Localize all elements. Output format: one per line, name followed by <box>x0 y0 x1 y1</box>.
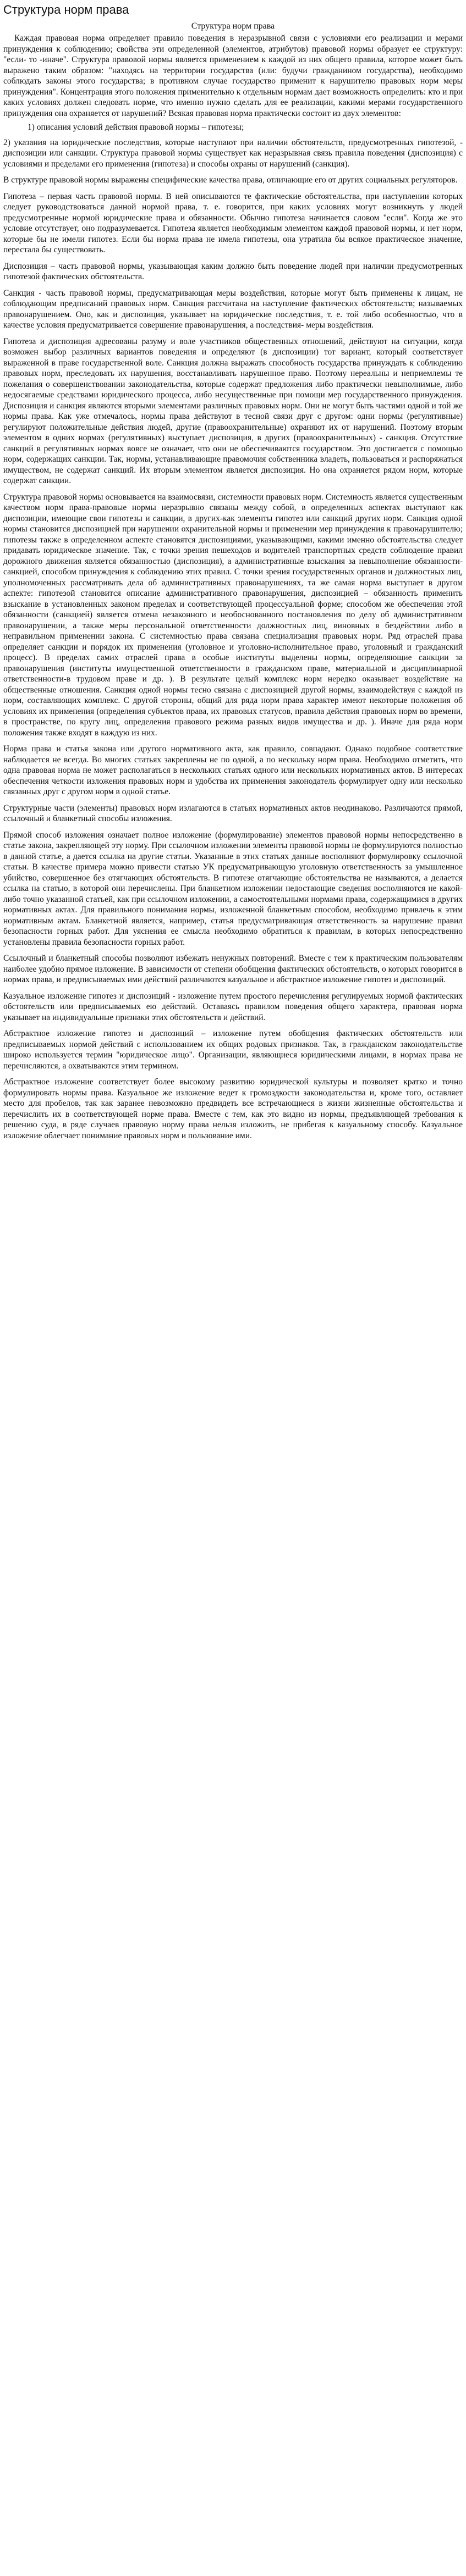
intro-paragraph: Каждая правовая норма определяет правило поведения в неразрывной связи с условиями его реализации и мерами принуждения к соблюдению; свойства эти определенной (элементов, атрибутов) правовой нормы образует ее структуру: "если- то -иначе". Структура правовой нормы является применением к каждой из них общего правила, которое может быть выражено таким образом: "находясь на территории государства (или: будучи гражданином государства), необходимо соблюдать законы этого государства; в противном случае государство применит к нарушителю правовых норм меры принуждения". Концентрация этого положения применительно к отдельным нормам дает возможность определить: кто и при каких условиях должен следовать норме, что именно нужно сделать для ее реализации, какими мерами государственного принуждения она охраняется от нарушений? Всякая правовая норма практически состоит из двух элементов: <box>3 34 463 118</box>
paragraph: Абстрактное изложение гипотез и диспозиций – изложение путем обобщения фактических обстоятельств или предписываемых нормой действий с использованием их общих родовых признаков. Так, в гражданском законодательстве широко используется термин "юридическое лицо". Организации, являющиеся юридическими лицами, в нормах права не перечисляются, а охватываются этим термином. <box>3 1029 463 1071</box>
paragraph: Гипотеза и диспозиция адресованы разуму и воле участников общественных отношений, действуют на ситуации, когда возможен выбор различных вариантов поведения и определяют (в диспозиции) тот вариант, который соответствует выраженной в праве государственной воле. Санкция должна выражать способность государства принуждать к соблюдению правовых норм, преследовать их нарушения, восстанавливать нарушенное право. Поэтому нереальны и неприемлемы те пожелания о совершенствовании законодательства, которые содержат предложения либо практически невыполнимые, либо недосягаемые средствами юридического процесса, либо несущественные при помощи мер государственного принуждения. Диспозиция и санкция являются вторыми элементами различных правовых норм. Они не могут быть частями одной и той же нормы права. Как уже отмечалось, нормы права действуют в тесной связи друг с другом: одни нормы (регулятивные) регулируют положительные действия людей, другие (правоохранительные) охраняют их от нарушений. Поэтому вторым элементом в одних нормах (регулятивных) выступает диспозиция, в других (правоохранительных) - санкция. Отсутствие санкций в регулятивных нормах вовсе не означает, что они не обеспечиваются государством. Это достигается с помощью норм, содержащих санкции. Так, нормы, устанавливающие правомочия собственника владеть, пользоваться и распоряжаться имуществом, не содержат санкций. Их вторым элементом является диспозиция. Но она охраняется рядом норм, которые содержат санкции. <box>3 336 463 485</box>
paragraph: Санкция - часть правовой нормы, предусматривающая меры воздействия, которые могут быть применены к лицам, не соблюдающим предписаний правовых норм. Санкция рассчитана на наступление фактических обстоятельств; называемых правонарушением. Оно, как и диспозиция, указывает на юридические последствия, т. е. той либо особенностью, что в качестве условия предусматривается совершение правонарушения, а последствия- меры воздействия. <box>3 288 463 330</box>
paragraph: Абстрактное изложение соответствует более высокому развитию юридической культуры и позволяет кратко и точно формулировать нормы права. Казуальное же изложение ведет к громоздкости законодательства и, кроме того, оставляет место для пробелов, так как заранее невозможно предвидеть все встречающиеся в жизни жизненные обстоятельства и перечислить их в соответствующей норме права. Вместе с тем, как это видно из нормы, предъявляющей требования к решению суда, в ряде случаев правовую норму права нельзя изложить, не прибегая к казуальному способу. Казуальное изложение облегчает понимание правовых норм и пользование ими. <box>3 1077 463 1140</box>
paragraph: Гипотеза – первая часть правовой нормы. В ней описываются те фактические обстоятельства, при наступлении которых следует руководствоваться данной нормой права, т. е. говорится, при каких условиях могут возникнуть у людей предусмотренные нормой юридические права и обязанности. Обычно гипотеза начинается словом "если". Когда же это условие отсутствует, оно подразумевается. Гипотеза является необходимым элементом каждой правовой нормы, и нет норм, которые бы не имели гипотез. Если бы норма права не имела гипотезы, она утратила бы всякое практическое значение, перестала бы существовать. <box>3 191 463 254</box>
document-title: Структура норм права <box>191 21 275 31</box>
paragraph: Диспозиция – часть правовой нормы, указывающая каким должно быть поведение людей при наличии предусмотренных гипотезой фактических обстоятельств. <box>3 261 463 281</box>
paragraph: В структуре правовой нормы выражены специфические качества права, отличающие его от других социальных регуляторов. <box>3 175 458 185</box>
paragraph: Норма права и статья закона или другого нормативного акта, как правило, совпадают. Однако подобное соответствие наблюдается не всегда. Во многих статьях закреплены не по одной, а по нескольку норм права. Необходимо отметить, что одна правовая норма не может располагаться в нескольких статьях одного или нескольких нормативных актов. В интересах обеспечения четкости изложения правовых норм и удобства их применения законодатель формулирует одну или несколько связанных друг с другом норм в одной статье. <box>3 744 463 796</box>
page <box>0 0 466 1157</box>
paragraph: Прямой способ изложения означает полное изложение (формулирование) элементов правовой нормы непосредственно в статье закона, закрепляющей эту норму. При ссылочном изложении элементы правовой нормы не формулируются полностью в данной статье, а дается ссылка на другие статьи. Указанные в этих статьях данные восполняют формулировку ссылочной статьи. В качестве примера можно привести статью УК предусматривающую уголовную ответственность за умышленное убийство, совершенное без отягчающих обстоятельств. В гипотезе отягчающие обстоятельства не называются, а делается ссылка на статью, в которой они перечислены. При бланкетном изложении недостающие сведения восполняются не какой-либо точно указанной статьей, как при ссылочном изложении, а самостоятельными нормами права, содержащимися в других нормативных актах. Для правильного понимания нормы, изложенной бланкетным способом, необходимо привлечь к этим нормативным актам. Бланкетной является, например, статья предусматривающая ответственность за нарушение правил безопасности горных работ. Для уяснения ее смысла необходимо обратиться к правилам, в которых непосредственно установлены правила безопасности горных работ. <box>3 830 463 947</box>
paragraph: Структура правовой нормы основывается на взаимосвязи, системности правовых норм. Системность является существенным качеством норм права-правовые нормы неразрывно связаны между собой, в определенных аспектах выступают как диспозиции, имеющие свои гипотезы и санкции, в других-как элементы гипотез или санкций других норм. Санкция одной нормы становится диспозицией при нарушении охранительной нормы и применении мер принуждения к правонарушителю; гипотезы также в определенном аспекте становятся диспозициями, указывающими, какими именно обстоятельства следует придавать юридическое значение. Так, с точки зрения пешеходов и водителей транспортных средств соблюдение правил дорожного движения является обязанностью (диспозиция), а административные взыскания за невыполнение обязанности-санкцией, способом принуждения к соблюдению этих правил. С точки зрения государственных органов и должностных лиц, уполномоченных рассматривать дела об административных правонарушениях, та же самая норма выступает в другом аспекте: гипотезой становится описание административного правонарушения, диспозицией – обязанность применить взыскание в установленных законом пределах и соответствующей процессуальной форме; способом же обеспечения этой обязанности (санкцией) является отмена незаконного и необоснованного постановления по делу об административном правонарушении, а также меры персональной ответственности должностных лиц, виновных в бездействии либо в неправильном применении закона. С системностью права связана специализация правовых норм. Ряд отраслей права определяет санкции и порядок их применения (уголовное и уголовно-исполнительное право, уголовный и гражданский процесс). В пределах самих отраслей права в особые институты выделены нормы, определяющие санкции за правонарушения (институты имущественной ответственности в гражданском праве, материальной и дисциплинарной ответственности-в трудовом праве и др. ). В результате целый комплекс норм нередко оказывает воздействие на общественные отношения. Санкция одной нормы тесно связана с диспозицией другой нормы, взаимодействуя с каждой из норм, составляющих комплекс. С другой стороны, общий для ряда норм права характер имеют некоторые положения об условиях их применения (определения субъектов права, их правовых статусов, правила действия правовых норм во времени, в пространстве, по кругу лиц, определения правового режима разных видов имущества и др. ). Иначе для ряда норм положения также входят в каждую из них. <box>3 492 463 738</box>
list-item: 1) описания условий действия правовой нормы – гипотезы; <box>28 123 244 132</box>
paragraph: Структурные части (элементы) правовых норм излагаются в статьях нормативных актов неодинаково. Различаются прямой, ссылочный и бланкетный способы изложения. <box>3 803 463 823</box>
paragraph: 2) указания на юридические последствия, которые наступают при наличии обстоятельств, предусмотренных гипотезой, - диспозиции или санкции. Структура правовой нормы существует как неразрывная связь правила поведения (диспозиция) с условиями и пределами его применения (гипотеза) и способы охраны от нарушений (санкция). <box>3 137 463 169</box>
page-title: Структура норм права <box>3 3 129 16</box>
paragraph: Казуальное изложение гипотез и диспозиций - изложение путем простого перечисления регулируемых нормой фактических обстоятельств или предписываемых ею действий. Оставаясь правилом поведения общего характера, правовая норма указывает на индивидуальные признаки этих обстоятельств и действий. <box>3 991 463 1022</box>
paragraph: Ссылочный и бланкетный способы позволяют избежать ненужных повторений. Вместе с тем к практическим пользователям наиболее удобно прямое изложение. В зависимости от степени обобщения фактических обстоятельств, о которых говорится в нормах права, и предписываемых ими действий различаются казуальное и абстрактное изложение гипотез и диспозиций. <box>3 954 463 984</box>
